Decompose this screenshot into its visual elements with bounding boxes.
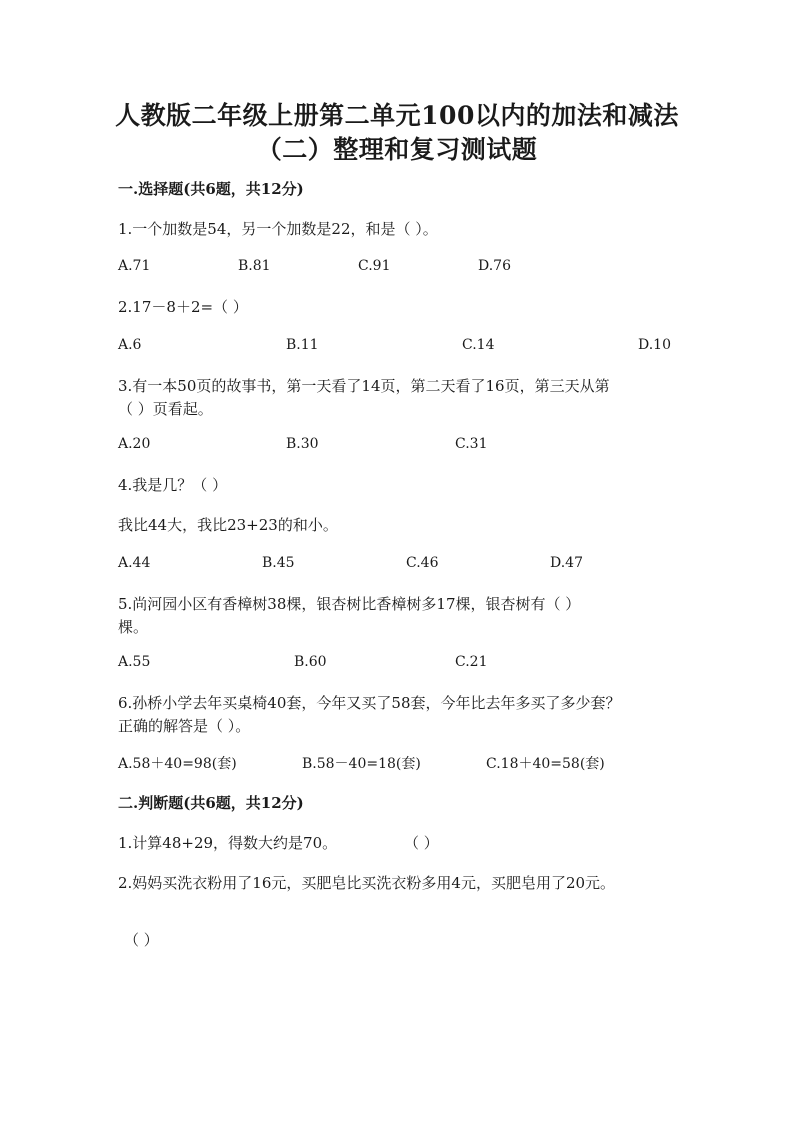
judgment-1: 1.计算48+29，得数大约是70。 [118, 834, 338, 852]
question-3-line1: 3.有一本50页的故事书，第一天看了14页，第二天看了16页，第三天从第 [118, 377, 610, 395]
question-6-line1: 6.孙桥小学去年买桌椅40套，今年又买了58套，今年比去年多买了多少套？ [118, 694, 621, 712]
question-3-line2: （ ）页看起。 [118, 400, 213, 418]
q4-option-b[interactable]: B.45 [262, 555, 295, 571]
question-4: 4.我是几？（ ） [118, 476, 228, 494]
question-6-line2: 正确的解答是（ ）。 [118, 717, 251, 735]
question-5-line2: 棵。 [118, 618, 149, 636]
q6-option-c[interactable]: C.18＋40=58(套) [486, 756, 605, 772]
q2-option-b[interactable]: B.11 [286, 337, 319, 353]
page-subtitle: （二）整理和复习测试题 [256, 135, 538, 164]
q1-option-d[interactable]: D.76 [478, 258, 511, 274]
judgment-2-blank[interactable]: （ ） [124, 931, 159, 949]
section-heading-choice: 一.选择题(共6题，共12分) [118, 180, 304, 198]
q2-option-d[interactable]: D.10 [638, 337, 671, 353]
q3-option-c[interactable]: C.31 [455, 436, 488, 452]
q2-option-a[interactable]: A.6 [118, 337, 142, 353]
question-1: 1.一个加数是54，另一个加数是22，和是（ ）。 [118, 220, 438, 238]
q5-option-c[interactable]: C.21 [455, 654, 488, 670]
q3-option-b[interactable]: B.30 [286, 436, 319, 452]
q5-option-a[interactable]: A.55 [118, 654, 151, 670]
judgment-2: 2.妈妈买洗衣粉用了16元，买肥皂比买洗衣粉多用4元，买肥皂用了20元。 [118, 874, 616, 892]
page-title: 人教版二年级上册第二单元100以内的加法和减法 [115, 101, 679, 130]
section-heading-judgment: 二.判断题(共6题，共12分) [118, 794, 304, 812]
q4-option-a[interactable]: A.44 [118, 555, 151, 571]
judgment-1-blank[interactable]: （ ） [404, 834, 439, 852]
q1-option-a[interactable]: A.71 [118, 258, 151, 274]
q1-option-c[interactable]: C.91 [358, 258, 391, 274]
q4-option-c[interactable]: C.46 [406, 555, 439, 571]
q4-option-d[interactable]: D.47 [550, 555, 583, 571]
q1-option-b[interactable]: B.81 [238, 258, 271, 274]
q6-option-b[interactable]: B.58－40=18(套) [302, 756, 421, 772]
q2-option-c[interactable]: C.14 [462, 337, 495, 353]
question-4-sub: 我比44大，我比23+23的和小。 [118, 516, 338, 534]
question-5-line1: 5.尚河园小区有香樟树38棵，银杏树比香樟树多17棵，银杏树有（ ） [118, 595, 581, 613]
q3-option-a[interactable]: A.20 [118, 436, 151, 452]
q5-option-b[interactable]: B.60 [294, 654, 327, 670]
question-2: 2.17－8＋2=（ ） [118, 298, 248, 316]
q6-option-a[interactable]: A.58＋40=98(套) [118, 756, 237, 772]
